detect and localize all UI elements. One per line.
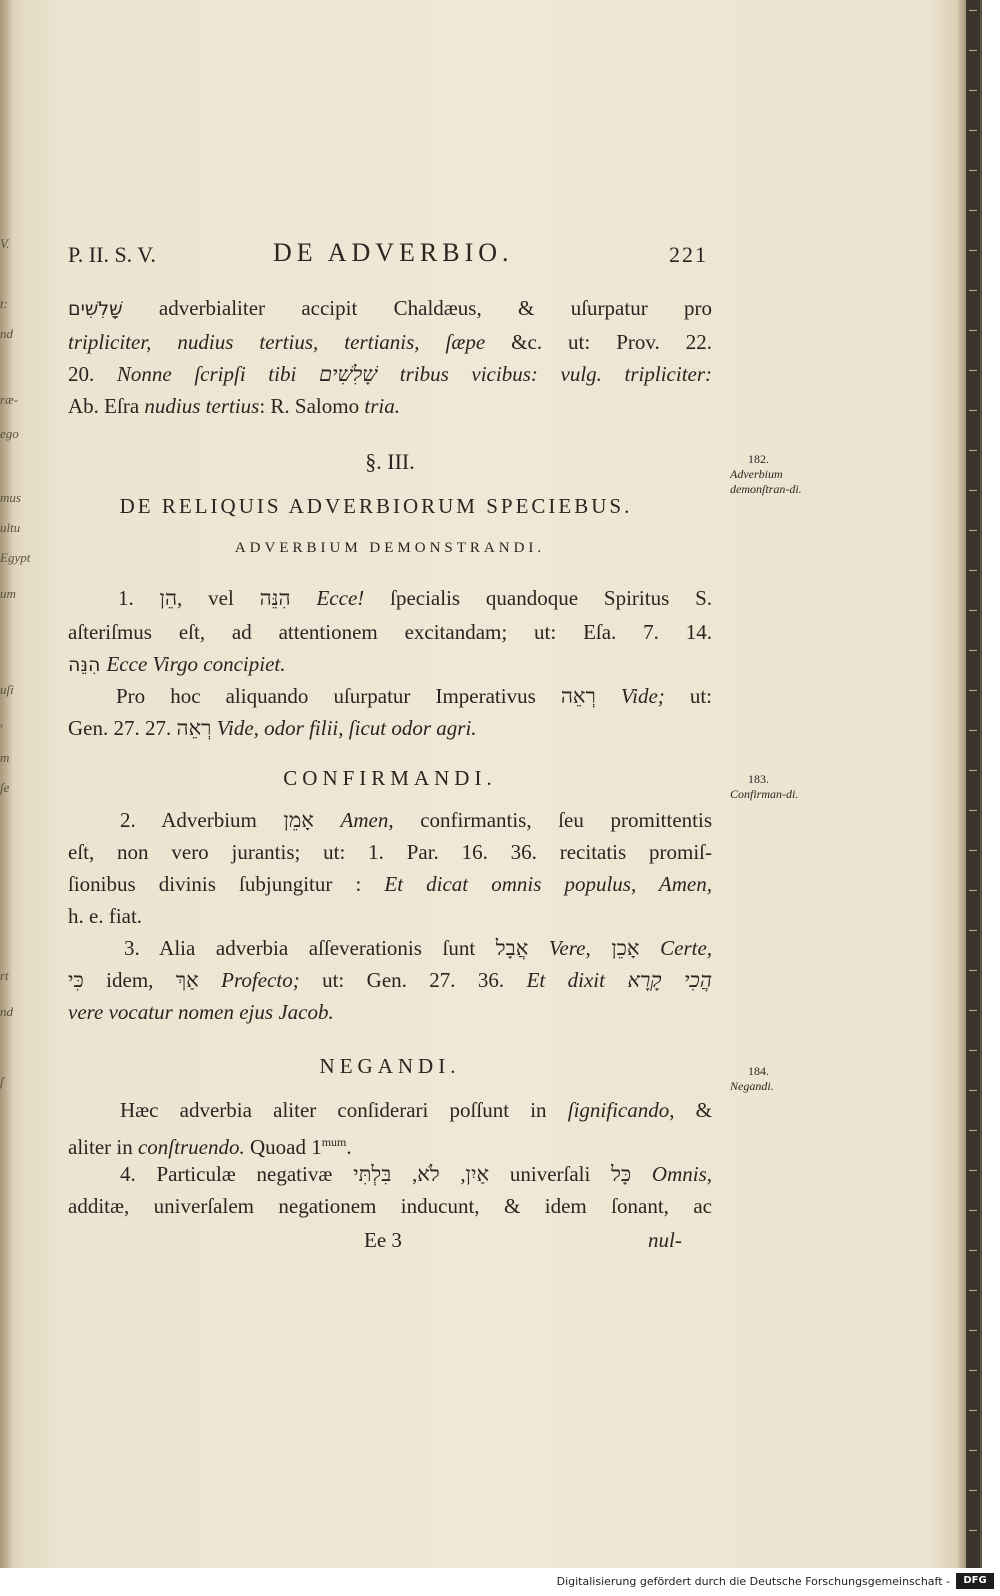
ruler-tick xyxy=(969,1210,977,1211)
ruler-tick xyxy=(969,1290,977,1291)
edge-fragment: t: xyxy=(0,296,8,311)
subheading-negandi: NEGANDI. xyxy=(319,1054,461,1078)
edge-fragment: ſ xyxy=(0,1074,4,1089)
ruler-tick xyxy=(969,1250,977,1251)
ruler-tick xyxy=(969,370,977,371)
text-line: Hæc adverbia aliter conſiderari poſſunt in ſignificando, & xyxy=(120,1098,712,1122)
ruler-tick xyxy=(969,210,977,211)
ruler-tick xyxy=(969,1050,977,1051)
text-line: vere vocatur nomen ejus Jacob. xyxy=(68,1000,334,1024)
subheading-confirmandi: CONFIRMANDI. xyxy=(283,766,497,790)
page-number: 221 xyxy=(669,242,708,267)
edge-fragment: ego xyxy=(0,426,19,441)
ruler-tick xyxy=(969,1170,977,1171)
ruler-tick xyxy=(969,1130,977,1131)
section-heading: DE RELIQUIS ADVERBIORUM SPECIEBUS. xyxy=(119,494,633,518)
ruler-tick xyxy=(969,1490,977,1491)
margin-note: 183. Confirman-di. xyxy=(730,772,799,801)
ruler-tick xyxy=(969,570,977,571)
edge-fragment: nd xyxy=(0,326,13,341)
text-line: additæ, univerſalem negationem inducunt, & idem ſonant, ac xyxy=(68,1194,712,1218)
ruler-tick xyxy=(969,1530,977,1531)
section-mark: §. III. xyxy=(365,449,415,474)
text-line: הִנֵּה Ecce Virgo concipiet. xyxy=(68,652,286,676)
ruler-tick xyxy=(969,290,977,291)
ruler-tick xyxy=(969,890,977,891)
edge-fragment: ultu xyxy=(0,520,21,535)
ruler-tick xyxy=(969,850,977,851)
ruler-tick xyxy=(969,1330,977,1331)
ruler-tick xyxy=(969,450,977,451)
edge-fragment: Egypt xyxy=(0,550,31,565)
catchword: nul- xyxy=(648,1228,682,1252)
margin-note: 184. Negandi. xyxy=(730,1064,774,1093)
text-line: 2. Adverbium אָמֵן Amen, confirmantis, ſeu promittentis xyxy=(120,808,712,832)
text-line: 4. Particulæ negativæ אַיִן, לֹא, בִּלְתִּי univerſali כָּל Omnis, xyxy=(120,1162,712,1186)
ruler-tick xyxy=(969,130,977,131)
ruler-tick xyxy=(969,1090,977,1091)
page-title: DE ADVERBIO. xyxy=(273,238,514,267)
funding-credit: Digitalisierung gefördert durch die Deutsche Forschungsgemeinschaft - xyxy=(556,1575,950,1588)
ruler-tick xyxy=(969,690,977,691)
footer-bar xyxy=(0,1568,1000,1596)
text-line: 1. הֵן, vel הִנֵּה Ecce! ſpecialis quandoque Spiritus S. xyxy=(118,586,713,610)
edge-fragment: rt xyxy=(0,968,9,983)
ruler-tick xyxy=(969,970,977,971)
ruler-tick xyxy=(969,490,977,491)
edge-fragment: V. xyxy=(0,236,10,251)
section-reference: P. II. S. V. xyxy=(68,242,156,267)
text-line: כִּי idem, אַךְ Profecto; ut: Gen. 27. 36. Et dixit הֲכִי קָרָא xyxy=(68,968,713,992)
ruler-tick xyxy=(969,10,977,11)
edge-fragment: uſi xyxy=(0,682,14,697)
edge-fragment: nd xyxy=(0,1004,13,1019)
text-line: tripliciter, nudius tertius, tertianis, ſæpe &c. ut: Prov. 22. xyxy=(68,330,712,354)
text-line: aliter in conſtruendo. Quoad $1^{mum}$. xyxy=(68,1135,352,1159)
scan-ruler xyxy=(966,0,980,1568)
ruler-tick xyxy=(969,1010,977,1011)
text-line: aſteriſmus eſt, ad attentionem excitandam; ut: Eſa. 7. 14. xyxy=(68,620,712,644)
signature-mark: Ee 3 xyxy=(364,1228,402,1252)
ruler-tick xyxy=(969,930,977,931)
ruler-tick xyxy=(969,1450,977,1451)
text-line: Pro hoc aliquando uſurpatur Imperativus רְאֵה Vide; ut: xyxy=(116,684,712,708)
ruler-tick xyxy=(969,530,977,531)
text-line: Gen. 27. 27. רְאֵה Vide, odor filii, ſicut odor agri. xyxy=(68,716,477,740)
ruler-tick xyxy=(969,330,977,331)
subheading-demonstrandi: ADVERBIUM DEMONSTRANDI. xyxy=(234,540,546,556)
edge-fragment: mus xyxy=(0,490,21,505)
dfg-logo: DFG xyxy=(956,1573,994,1589)
text-line: h. e. fiat. xyxy=(68,904,143,928)
ruler-tick xyxy=(969,650,977,651)
edge-fragment: ræ- xyxy=(0,392,19,407)
ruler-tick xyxy=(969,90,977,91)
text-line: eſt, non vero jurantis; ut: 1. Par. 16. 36. recitatis promiſ- xyxy=(68,840,712,864)
text-line: Ab. Eſra nudius tertius: R. Salomo tria. xyxy=(68,394,400,418)
ruler-tick xyxy=(969,730,977,731)
text-line: 3. Alia adverbia aſſeverationis ſunt אֲבָל Vere, אָכֵן Certe, xyxy=(124,936,713,960)
edge-fragment: um xyxy=(0,586,16,601)
ruler-tick xyxy=(969,250,977,251)
text-line: שָׁלִשִׁים adverbialiter accipit Chaldæus, & uſurpatur pro xyxy=(68,296,712,320)
edge-fragment: , xyxy=(0,714,4,729)
ruler-tick xyxy=(969,410,977,411)
ruler-tick xyxy=(969,1410,977,1411)
text-line: 20. Nonne ſcripſi tibi שָׁלִשִׁים tribus vicibus: vulg. tripliciter: xyxy=(68,362,713,386)
ruler-tick xyxy=(969,1370,977,1371)
ruler-tick xyxy=(969,610,977,611)
ruler-tick xyxy=(969,810,977,811)
text-line: ſionibus divinis ſubjungitur : Et dicat omnis populus, Amen, xyxy=(68,872,712,896)
margin-note: 182. Adverbium demonſtran-di. xyxy=(730,452,802,496)
edge-fragment: ſe xyxy=(0,780,10,795)
ruler-tick xyxy=(969,770,977,771)
running-header xyxy=(68,238,708,274)
ruler-tick xyxy=(969,170,977,171)
ruler-tick xyxy=(969,50,977,51)
edge-fragment: m xyxy=(0,750,10,765)
